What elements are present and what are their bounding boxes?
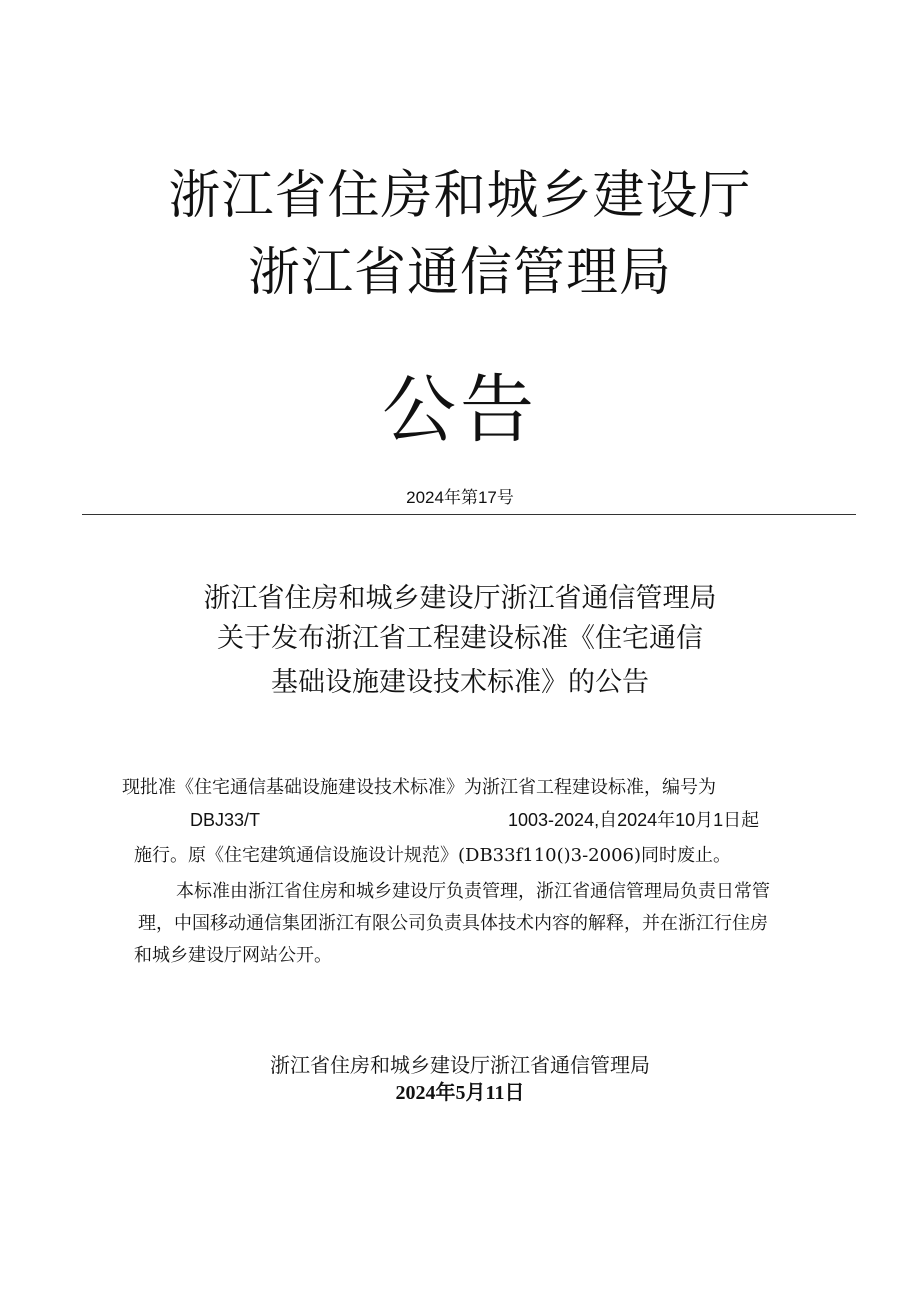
paragraph-1-line-3: 施行。原《住宅建筑通信设施设计规范》(DB33f110()3-2006)同时废止。	[134, 845, 732, 866]
notice-title-line-3: 基础设施建设技术标准》的公告	[271, 667, 649, 698]
notice-title-line-1: 浙江省住房和城乡建设厅浙江省通信管理局	[203, 583, 717, 614]
header-divider	[82, 514, 856, 515]
document-number: 2024年第17号	[406, 488, 514, 507]
standard-code: DBJ33/T	[190, 810, 261, 830]
signature-date: 2024年5月11日	[395, 1082, 525, 1104]
paragraph-2-line-3: 和城乡建设厅网站公开。	[134, 945, 332, 966]
issuer-heading-line-1: 浙江省住房和城乡建设厅	[168, 166, 752, 226]
document-type-heading: 公告	[382, 367, 538, 453]
paragraph-2-line-1: 本标准由浙江省住房和城乡建设厅负责管理，浙江省通信管理局负责日常管	[176, 881, 770, 902]
issuer-heading-line-2: 浙江省通信管理局	[247, 243, 672, 303]
paragraph-1-line-1: 现批准《住宅通信基础设施建设技术标准》为浙江省工程建设标准，编号为	[122, 777, 716, 798]
notice-title-line-2: 关于发布浙江省工程建设标准《住宅通信	[217, 623, 703, 654]
paragraph-2-line-2: 理，中国移动通信集团浙江有限公司负责具体技术内容的解释，并在浙江行住房	[138, 913, 768, 934]
effective-date-text: 1003-2024,自2024年10月1日起	[508, 810, 760, 830]
signature-issuers: 浙江省住房和城乡建设厅浙江省通信管理局	[270, 1053, 650, 1077]
